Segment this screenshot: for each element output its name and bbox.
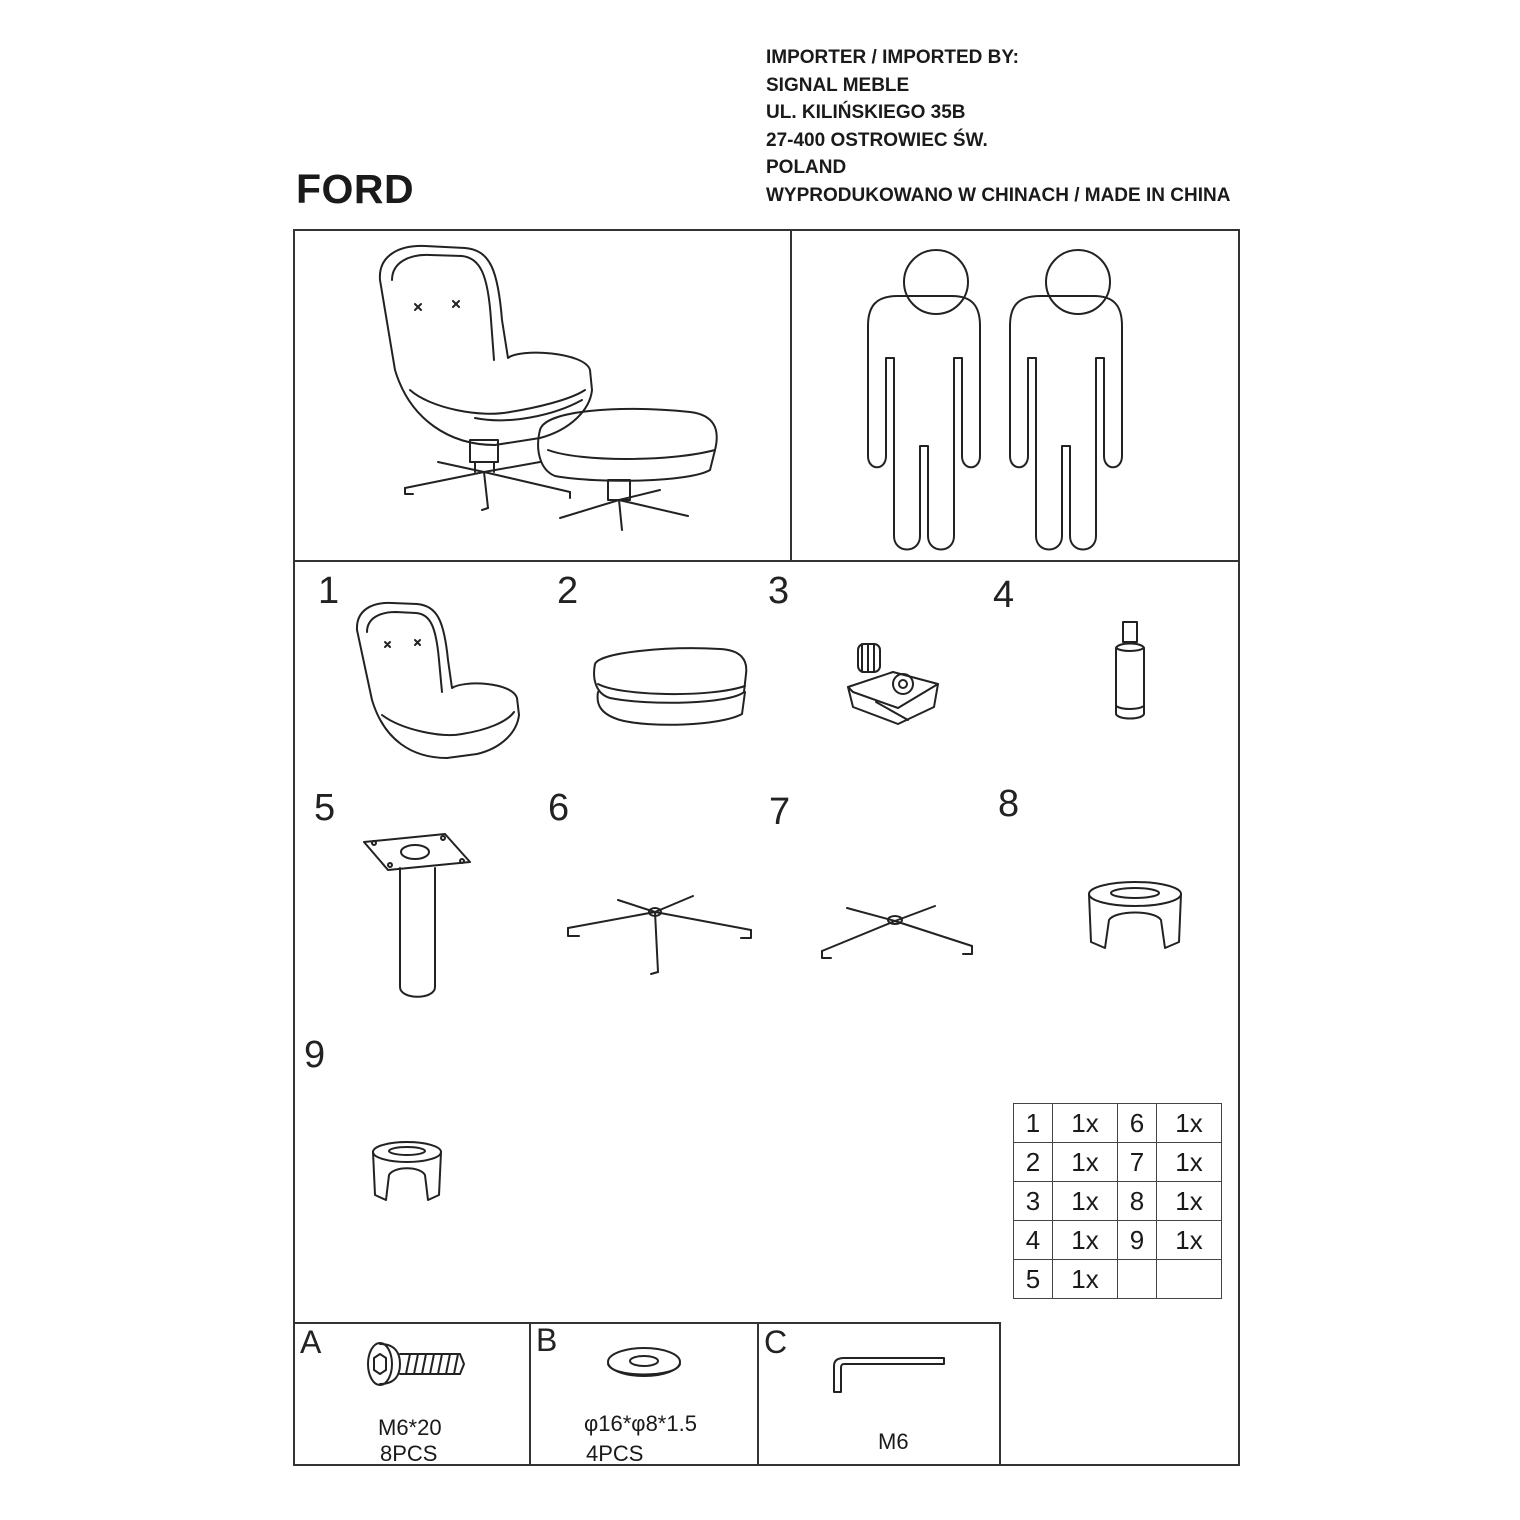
table-cell: 1x (1157, 1143, 1222, 1182)
seat-shell-icon (352, 600, 527, 760)
small-cover-cap-icon (370, 1140, 445, 1205)
importer-line: WYPRODUKOWANO W CHINACH / MADE IN CHINA (766, 184, 1231, 206)
part-number: 4 (993, 574, 1015, 616)
table-row (1014, 1104, 1222, 1143)
table-cell: 9 (1118, 1221, 1157, 1260)
hardware-letter: A (300, 1324, 322, 1360)
cover-cap-icon (1085, 880, 1185, 955)
parts-quantity-table (1013, 1103, 1222, 1299)
table-cell: 4 (1014, 1221, 1053, 1260)
table-cell (1157, 1260, 1222, 1299)
footstool-cushion-icon (590, 644, 755, 734)
table-cell: 1x (1053, 1221, 1118, 1260)
table-row (1014, 1260, 1222, 1299)
importer-line: IMPORTER / IMPORTED BY: (766, 47, 1019, 68)
hardware-spec: M6 (878, 1429, 909, 1454)
importer-line: UL. KILIŃSKIEGO 35B (766, 102, 966, 123)
table-cell: 1x (1053, 1104, 1118, 1143)
divider (293, 1322, 1001, 1324)
table-row (1014, 1221, 1222, 1260)
table-cell: 8 (1118, 1182, 1157, 1221)
table-cell: 1x (1157, 1221, 1222, 1260)
product-title: FORD (296, 166, 415, 212)
footstool-base-icon (817, 896, 977, 966)
hardware-spec: M6*20 (378, 1415, 442, 1440)
table-cell: 1x (1053, 1260, 1118, 1299)
part-number: 7 (769, 791, 791, 833)
two-person-icon (868, 246, 1138, 551)
importer-line: 27-400 OSTROWIEC ŚW. (766, 129, 988, 151)
table-cell: 5 (1014, 1260, 1053, 1299)
chair-base-icon (563, 890, 753, 980)
importer-line: SIGNAL MEBLE (766, 74, 910, 96)
table-cell: 1x (1053, 1182, 1118, 1221)
part-number: 8 (998, 783, 1020, 825)
importer-line: POLAND (766, 157, 847, 178)
table-cell (1118, 1260, 1157, 1299)
table-cell: 6 (1118, 1104, 1157, 1143)
divider (529, 1322, 531, 1466)
part-number: 3 (768, 570, 790, 612)
table-row (1014, 1143, 1222, 1182)
table-row (1014, 1182, 1222, 1221)
table-cell: 1x (1157, 1182, 1222, 1221)
part-number: 5 (314, 787, 336, 829)
part-number: 6 (548, 787, 570, 829)
hardware-letter: C (764, 1324, 788, 1360)
table-cell: 7 (1118, 1143, 1157, 1182)
bolt-icon (366, 1340, 466, 1390)
part-number: 2 (557, 570, 579, 612)
divider (757, 1322, 759, 1466)
column-plate-icon (360, 832, 475, 1002)
washer-icon (604, 1344, 684, 1384)
divider (293, 560, 1240, 562)
hardware-spec: φ16*φ8*1.5 (584, 1411, 697, 1436)
hardware-qty: 8PCS (380, 1441, 438, 1466)
table-cell: 3 (1014, 1182, 1053, 1221)
table-cell: 1x (1053, 1143, 1118, 1182)
divider (790, 229, 792, 561)
gas-lift-icon (1108, 618, 1153, 723)
assembled-chair-icon (370, 240, 750, 530)
importer-block (766, 44, 1230, 209)
tilt-mechanism-icon (838, 632, 948, 732)
allen-key-icon (830, 1356, 950, 1396)
part-number: 9 (304, 1034, 326, 1076)
table-cell: 1x (1157, 1104, 1222, 1143)
part-number: 1 (318, 570, 340, 612)
table-cell: 1 (1014, 1104, 1053, 1143)
hardware-qty: 4PCS (586, 1441, 644, 1466)
divider (999, 1322, 1001, 1466)
hardware-letter: B (536, 1322, 558, 1358)
table-cell: 2 (1014, 1143, 1053, 1182)
